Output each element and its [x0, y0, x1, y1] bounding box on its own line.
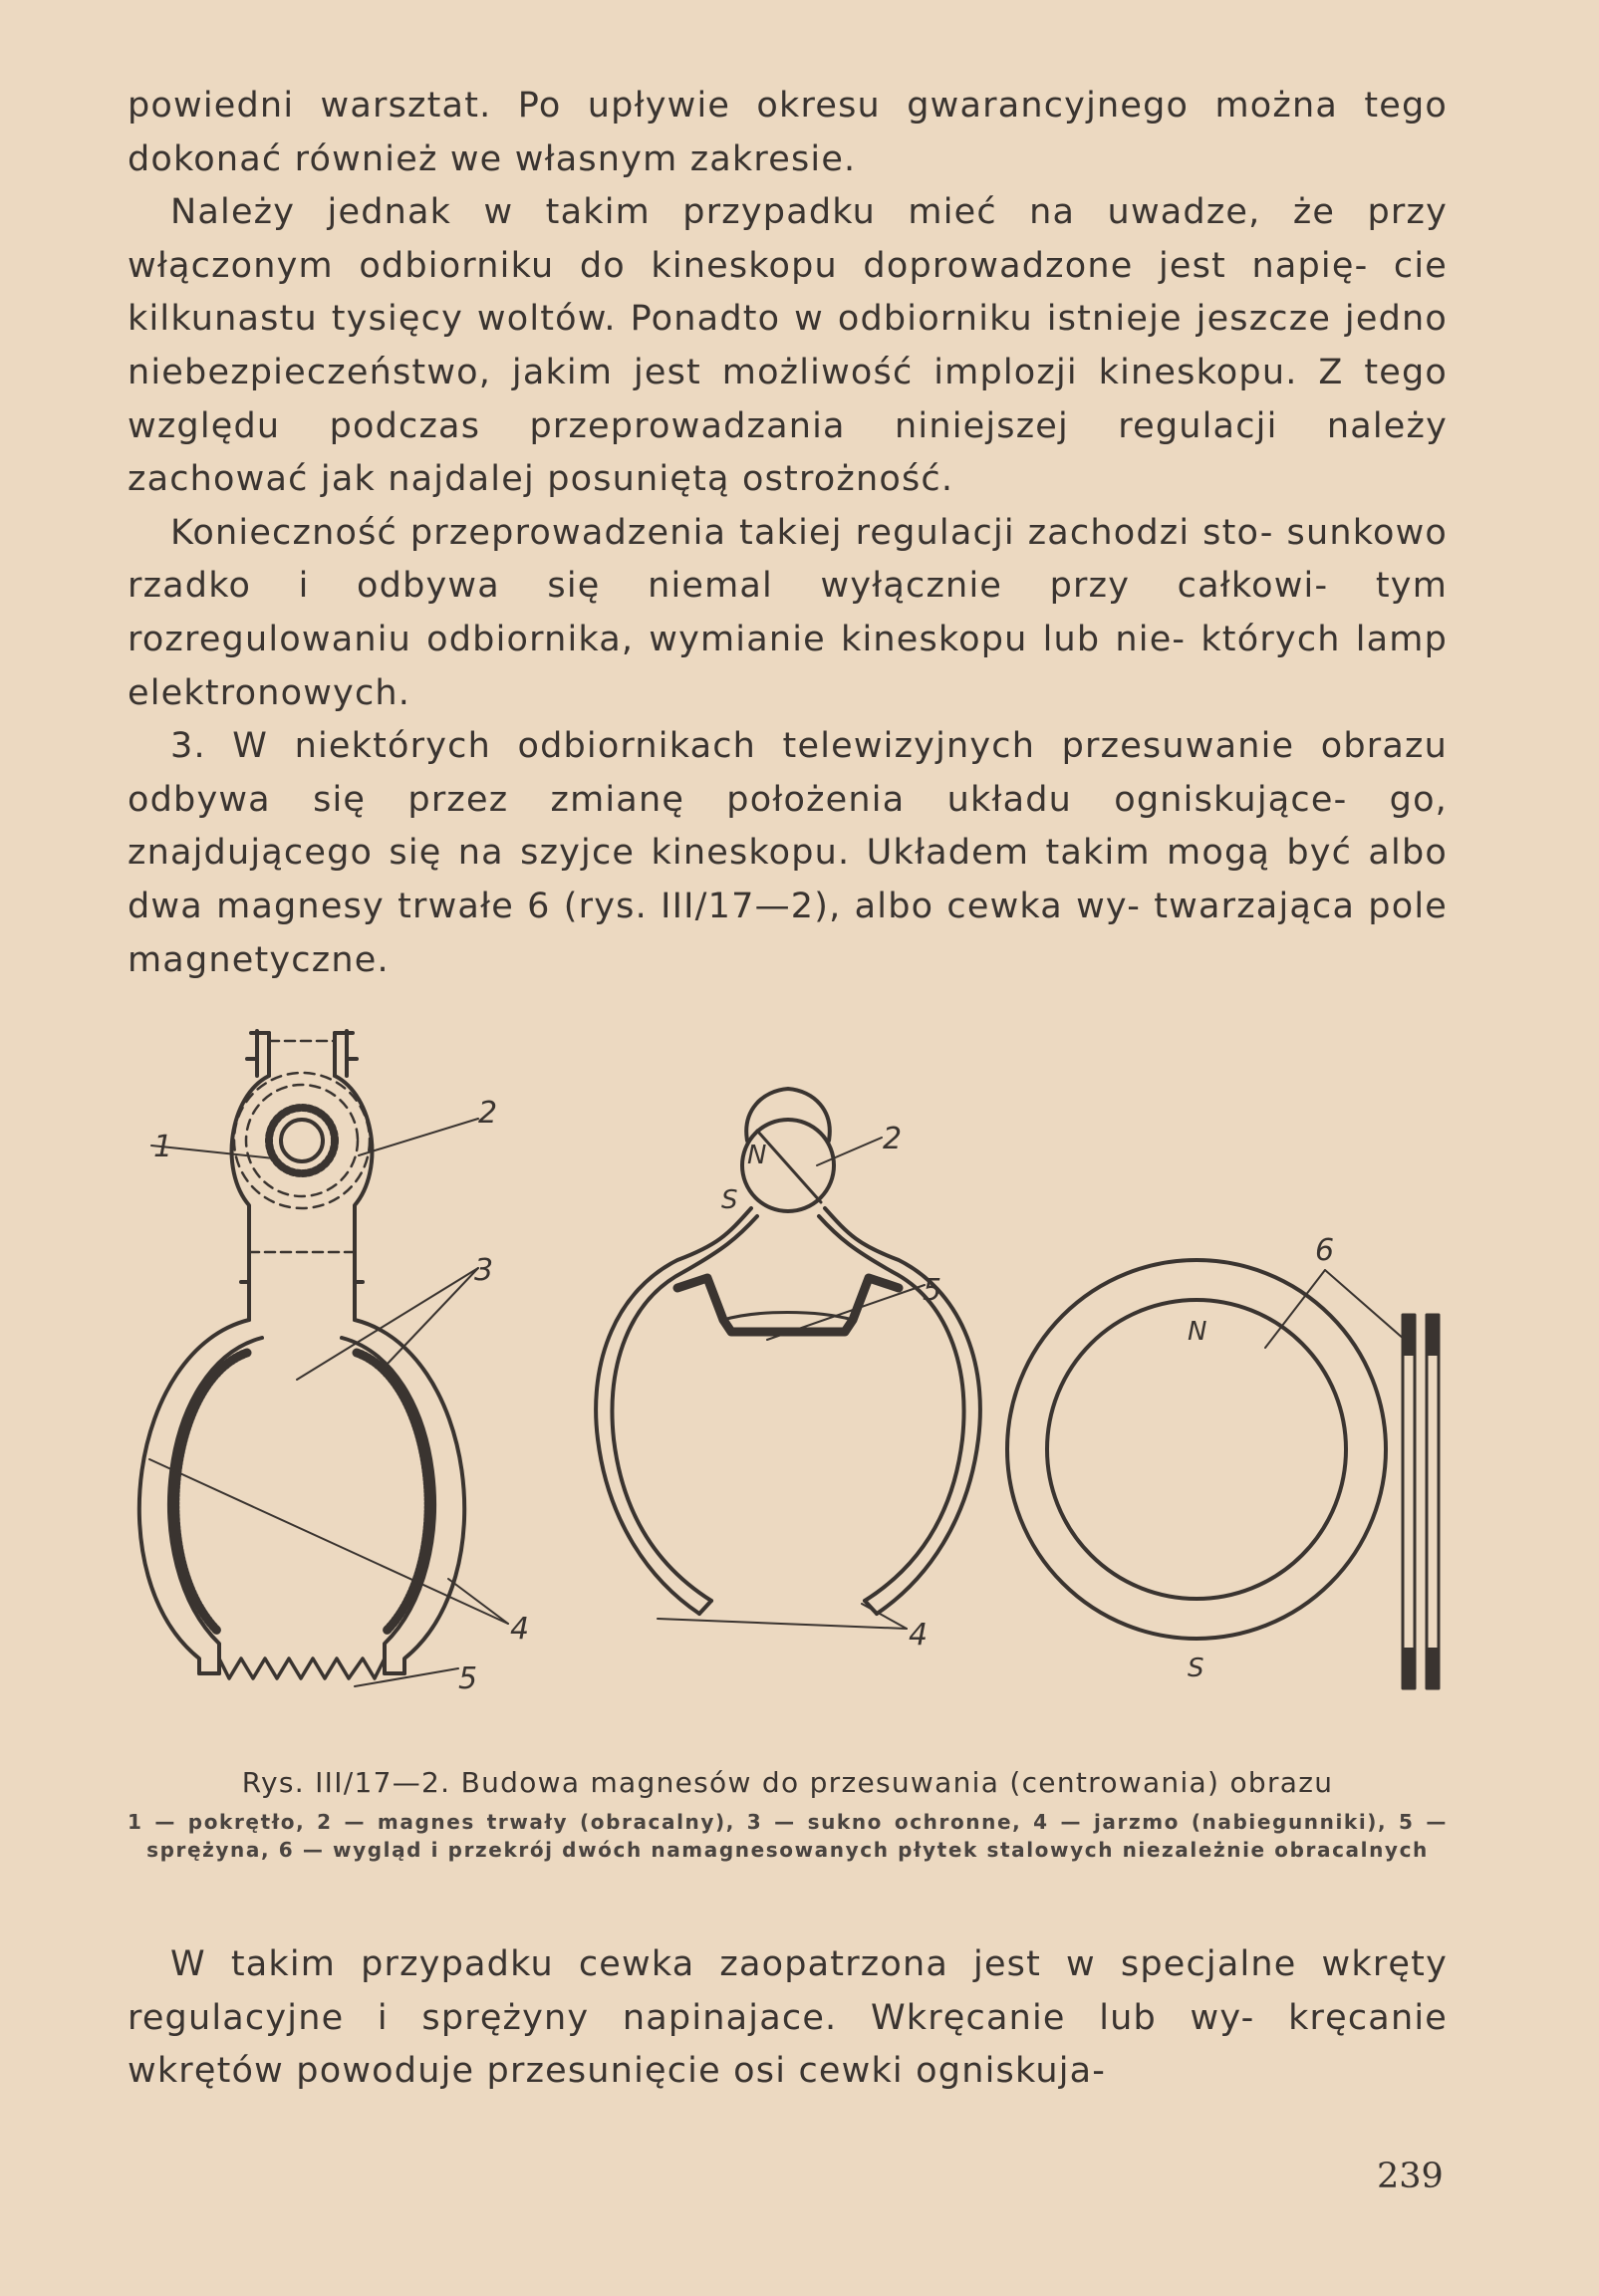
text-line: kineskopu. Z tego względu podczas przeprowadzania niniejszej	[128, 352, 1449, 446]
paragraph-1	[128, 80, 1448, 186]
pole-s-plate: S	[1188, 1654, 1204, 1683]
label-4-a: 4	[510, 1612, 530, 1647]
plate-section-2	[1427, 1315, 1439, 1688]
label-3: 3	[474, 1253, 494, 1288]
text-line: regulacji należy zachować jak najdalej posuniętą ostrożność.	[128, 405, 1448, 500]
top-text	[128, 80, 1448, 987]
plate-section-1	[1403, 1315, 1415, 1688]
figure-caption-title: Rys. III/17—2. Budowa magnesów do przesuwania (centrowania) obrazu	[241, 1766, 1334, 1799]
text-line: jeszcze jedno niebezpieczeństwo, jakim jest możliwość implozji	[128, 299, 1448, 392]
text-line: Konieczność przeprowadzenia takiej regulacji zachodzi sto-	[170, 512, 1274, 553]
text-line: Należy jednak w takim przypadku mieć na uwadze, że przy	[170, 192, 1448, 233]
spring	[219, 1658, 385, 1678]
text-line: być albo dwa magnesy trwałe 6 (rys. III/17—2), albo cewka wy-	[128, 833, 1449, 926]
paragraph-3	[128, 507, 1448, 720]
label-1: 1	[153, 1130, 173, 1164]
text-line: 3. W niektórych odbiornikach telewizyjnych przesuwanie	[170, 726, 1295, 767]
text-line: obrazu odbywa się przez zmianę położenia układu ogniskujące-	[128, 726, 1448, 820]
pole-s-disc: S	[721, 1185, 738, 1215]
figure-c-magnet-plates	[1007, 1260, 1439, 1688]
text-line: włączonym odbiorniku do kineskopu doprowadzone jest napię-	[128, 245, 1369, 286]
label-5-b: 5	[923, 1273, 942, 1308]
yoke-b-left	[596, 1208, 751, 1614]
text-line: których lamp elektronowych.	[128, 619, 1449, 713]
page-number: 239	[1377, 2157, 1444, 2196]
text-line: tym rozregulowaniu odbiornika, wymianie kineskopu lub nie-	[128, 566, 1449, 659]
figure-magnets	[120, 1021, 1474, 1738]
label-2-a: 2	[478, 1096, 498, 1131]
figure-b-rotating-magnet	[596, 1089, 980, 1629]
text-line: sunkowo rzadko i odbywa się niemal wyłącznie przy całkowi-	[128, 512, 1449, 607]
bottom-text	[128, 1938, 1448, 2099]
text-line: go, znajdującego się na szyjce kineskopu. Układem takim mogą	[128, 779, 1449, 874]
figure-caption-legend: 1 — pokrętło, 2 — magnes trwały (obracalny), 3 — sukno ochronne, 4 — jarzmo (nabiegunniki), 5 — sprężyna, 6 — wygląd i przekrój dwóch namagnesowanych płytek stalowych niezależnie obracalnych	[128, 1810, 1448, 1862]
text-line: wkręty regulacyjne i sprężyny napinajace. Wkręcanie lub wy-	[128, 1944, 1448, 2038]
label-2-b: 2	[883, 1122, 903, 1156]
paragraph-4	[128, 720, 1448, 987]
text-line: kręcanie wkrętów powoduje przesunięcie osi cewki ogniskuja-	[128, 1997, 1448, 2092]
paragraph-2	[128, 186, 1448, 507]
text-line: twarzająca pole magnetyczne.	[128, 886, 1448, 980]
text-line: cie kilkunastu tysięcy woltów. Ponadto w odbiorniku istnieje	[128, 245, 1448, 340]
knob-gear	[269, 1108, 335, 1173]
pole-n-disc: N	[747, 1141, 767, 1170]
label-5-a: 5	[458, 1661, 478, 1696]
pole-n-plate: N	[1188, 1317, 1207, 1347]
figure-a-knob-assembly	[139, 1031, 508, 1686]
label-4-b: 4	[909, 1618, 929, 1653]
label-6: 6	[1315, 1233, 1335, 1268]
yoke-b-right	[825, 1208, 980, 1614]
text-line: W takim przypadku cewka zaopatrzona jest w specjalne	[170, 1944, 1297, 1984]
text-line: tego dokonać również we własnym zakresie.	[128, 86, 1448, 179]
text-line: powiedni warsztat. Po upływie okresu gwarancyjnego można	[128, 86, 1338, 126]
yoke-right	[355, 1320, 464, 1673]
